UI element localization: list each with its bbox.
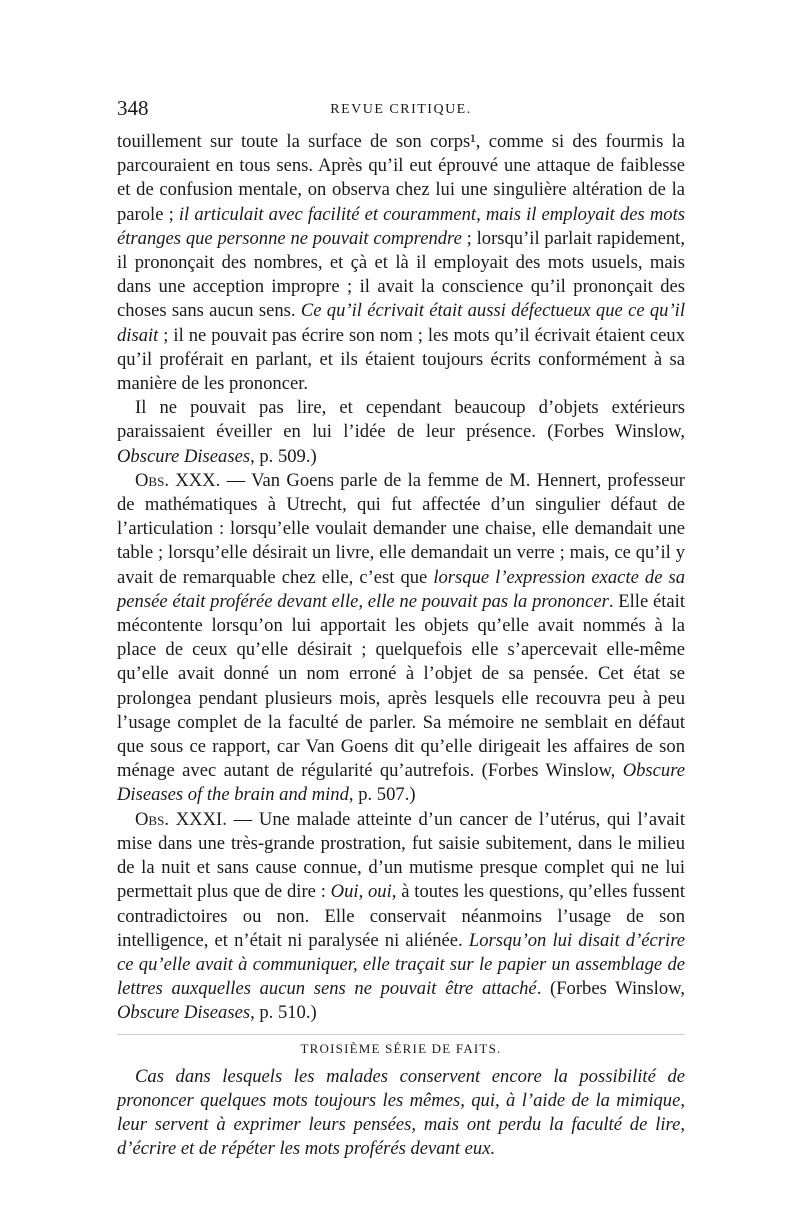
page-header xyxy=(117,96,685,126)
observation-31 xyxy=(117,808,685,1026)
citation-title: Obscure Diseases of the brain and mind xyxy=(117,760,685,806)
section-title: TROISIÈME SÉRIE DE FAITS. xyxy=(117,1034,685,1061)
italic-run: lorsque l’expression exacte de sa pensée était proférée devant elle, elle ne pouvait pas la prononcer xyxy=(117,566,686,612)
text-run: . (Forbes Winslow, xyxy=(536,978,685,1000)
book-page xyxy=(117,96,685,1162)
italic-run: Lorsqu’on lui disait d’écrire ce qu’elle avait à communiquer, elle traçait sur le papier un assemblage de lettres auxquelles aucun sens ne pouvait être attaché xyxy=(117,929,685,1000)
page-number: 348 xyxy=(117,96,149,120)
observation-label: Obs. XXX. xyxy=(135,469,221,491)
text-run: . Elle était mécontente lorsqu’on lui apportait les objets qu’elle avait nommés à la place de ceux qu’elle désirait ; quelquefois elle s’apercevait elle-même qu’elle avait donné un nom erroné à l’objet de sa pensée. Cet état se prolongea pendant plusieurs mois, après lesquels elle recouvra peu à peu l’usage complet de la faculté de parler. Sa mémoire ne semblait en défaut que sous ce rapport, car Van Goens dit qu’elle dirigeait les affaires de son ménage avec autant de régularité qu’autrefois. (Forbes Winslow, xyxy=(117,590,685,782)
text-run: — Van Goens parle de la femme de M. Hennert, professeur de mathématiques à Utrecht, qui fut affectée d’un singulier défaut de l’articulation : lorsqu’elle voulait demander une chaise, elle demandait une table ; lorsqu’elle désirait un livre, elle demandait un verre ; mais, ce qu’il y avait de remarquable chez elle, c’est que xyxy=(117,469,686,588)
text-run: , à toutes les questions, qu’elles fussent contradictoires ou non. Elle conservait néanmoins l’usage de son intelligence, et n’était ni paralysée ni aliénée. xyxy=(117,881,686,951)
text-run: , p. 509.) xyxy=(250,445,317,467)
section-subtitle: Cas dans lesquels les malades conservent encore la possibilité de prononcer quelques mots toujours les mêmes, qui, à l’aide de la mimique, leur servent à exprimer leurs pensées, mais ont perdu la faculté de lire, d’écrire et de répéter les mots proférés devant eux. xyxy=(117,1065,685,1160)
italic-run: Ce qu’il écrivait était aussi défectueux que ce qu’il disait xyxy=(117,300,685,346)
text-run: , p. 507.) xyxy=(348,784,416,806)
observation-label: Obs. XXXI. xyxy=(135,808,227,830)
text-run: ; il ne pouvait pas écrire son nom ; les mots qu’il écrivait étaient ceux qu’il proférait en parlant, et ils étaient toujours écrits conformément à sa manière de les prononcer. xyxy=(117,324,685,395)
running-head: REVUE CRITIQUE. xyxy=(330,102,472,117)
citation-title: Obscure Diseases xyxy=(117,1002,251,1024)
text-run: — Une malade atteinte d’un cancer de l’utérus, qui l’avait mise dans une très-grande prostration, fut saisie subitement, dans le milieu de la nuit et sans cause connue, d’un mutisme presque complet qui ne lui permettait plus que de dire : xyxy=(117,808,685,903)
text-run: ; lorsqu’il parlait rapidement, il prononçait des nombres, et çà et là il employait des mots usuels, mais dans une acception impropre ; il avait la conscience qu’il prononçait des choses sans aucun sens. xyxy=(117,227,685,322)
text-run: , p. 510.) xyxy=(250,1002,317,1024)
italic-run: il articulait avec facilité et couramment, mais il employait des mots étranges que personne ne pouvait comprendre xyxy=(117,203,685,249)
body-text xyxy=(117,130,685,1162)
text-run: touillement sur toute la surface de son corps¹, comme si des fourmis la parcouraient en tous sens. Après qu’il eut éprouvé une attaque de faiblesse et de confusion mentale, on observa chez lui une singulière altération de la parole ; xyxy=(117,131,685,225)
paragraph-1 xyxy=(117,130,685,396)
observation-30 xyxy=(117,469,685,808)
italic-run: Oui, oui xyxy=(330,881,392,903)
paragraph-2 xyxy=(117,396,685,469)
text-run: Il ne pouvait pas lire, et cependant beaucoup d’objets extérieurs paraissaient éveiller en lui l’idée de leur présence. (Forbes Winslow, xyxy=(117,397,685,443)
citation-title: Obscure Diseases xyxy=(117,445,251,467)
